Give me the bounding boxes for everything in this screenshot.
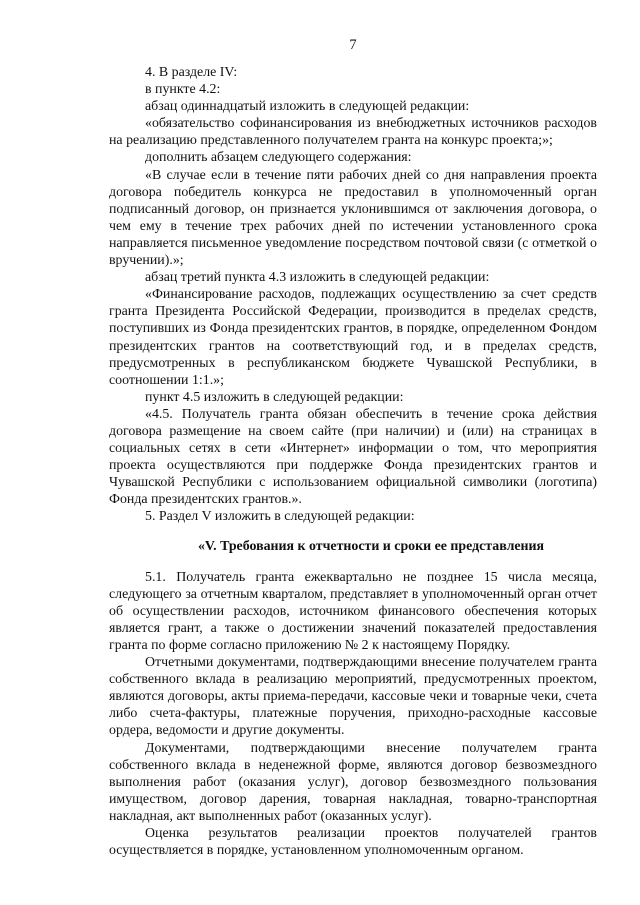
paragraph: «обязательство софинансирования из внебюджетных источников расходов на реализацию представленного получателем гранта на конкурс проекта;»; — [109, 116, 597, 149]
paragraph: «4.5. Получатель гранта обязан обеспечить в течение срока действия договора размещение на своем сайте (при наличии) и (или) на страницах в социальных сетях в сети «Интернет» информации о том, что мероприятия проекта осуществляются при поддержке Фонда президентских грантов и Чувашской Республики с использованием официальной символики (логотипа) Фонда президентских грантов.». — [109, 406, 597, 508]
paragraph: пункт 4.5 изложить в следующей редакции: — [145, 389, 404, 405]
paragraph: «Финансирование расходов, подлежащих осуществлению за счет средств гранта Президента Российской Федерации, производится в пределах средств, поступивших из Фонда президентских грантов, в порядке, определенном Фондом президентских грантов на соответствующий год, и в пределах средств, предусмотренных в республиканском бюджете Чувашской Республики, в соотношении 1:1.»; — [109, 287, 597, 388]
section-paragraph: Оценка результатов реализации проектов получателей грантов осуществляется в порядке, установленном уполномоченным органом. — [109, 826, 597, 859]
paragraph: «В случае если в течение пяти рабочих дней со дня направления проекта договора победитель конкурса не предоставил в уполномоченный орган подписанный договор, он признается уклонившимся от заключения договора, о чем ему в течение трех рабочих дней по истечении установленного срока направляется письменное уведомление посредством почтовой связи (с отметкой о вручении).»; — [109, 167, 597, 269]
document-body — [109, 64, 597, 859]
paragraph: в пункте 4.2: — [145, 82, 221, 98]
section-paragraph: Отчетными документами, подтверждающими внесение получателем гранта собственного вклада в реализацию мероприятий, предусмотренных проектом, являются договоры, акты приема-передачи, кассовые чеки и товарные чеки, счета либо счета-фактуры, платежные поручения, приходно-расходные кассовые ордера, ведомости и другие документы. — [109, 655, 597, 739]
paragraph: дополнить абзацем следующего содержания: — [145, 150, 412, 166]
paragraph: 5. Раздел V изложить в следующей редакции: — [145, 509, 415, 525]
section-paragraph: 5.1. Получатель гранта ежеквартально не позднее 15 числа месяца, следующего за отчетным кварталом, представляет в уполномоченный орган отчет об осуществлении расходов, источником финансового обеспечения которых является грант, а также о достижении значений показателей предоставления гранта по форме согласно приложению № 2 к настоящему Порядку. — [109, 569, 597, 653]
paragraph: 4. В разделе IV: — [145, 65, 238, 80]
paragraph: абзац одиннадцатый изложить в следующей редакции: — [145, 99, 470, 115]
section-paragraph: Документами, подтверждающими внесение получателем гранта собственного вклада в неденежной форме, являются договор безвозмездного выполнения работ (оказания услуг), договор безвозмездного пользования имуществом, договор дарения, товарная накладная, товарно-транспортная накладная, акт выполненных работ (оказанных услуг). — [109, 740, 597, 824]
section-heading: «V. Требования к отчетности и сроки ее представления — [197, 538, 545, 554]
page-number: 7 — [349, 37, 357, 53]
paragraph: абзац третий пункта 4.3 изложить в следующей редакции: — [145, 270, 490, 286]
